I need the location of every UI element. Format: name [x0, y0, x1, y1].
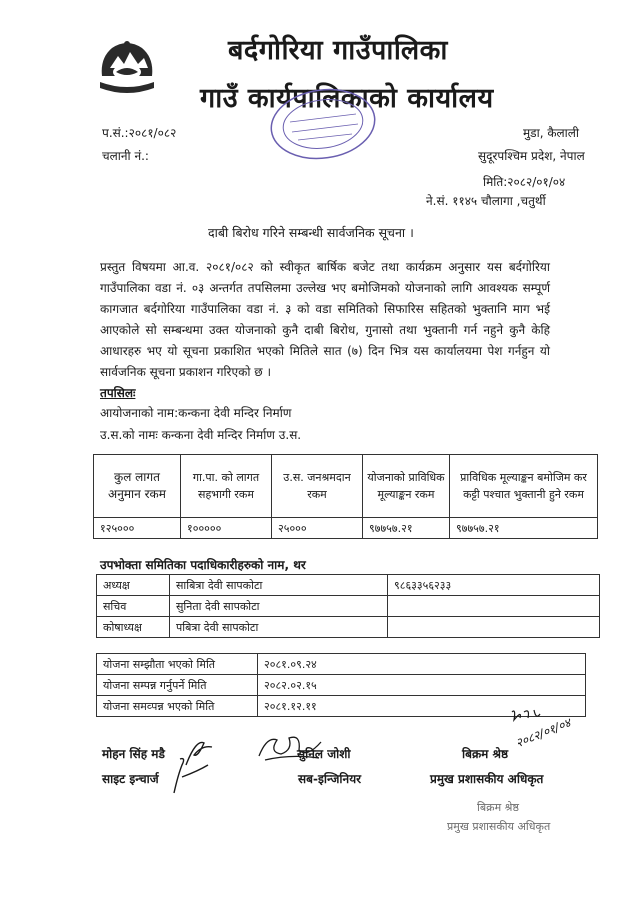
official-name: साबित्रा देवी सापकोटा	[170, 575, 388, 596]
cao-title: प्रमुख प्रशासकीय अधिकृत	[430, 772, 544, 786]
table-row	[97, 675, 586, 696]
officials-heading: उपभोक्ता समितिका पदाधिकारीहरुको नाम, थर	[100, 558, 306, 572]
cell-payable-after-tax: ९७७५७.२१	[450, 518, 598, 539]
official-role: अध्यक्ष	[97, 575, 170, 596]
dispatch-number: चलानी नं.:	[102, 149, 149, 163]
cell-technical-evaluation: ९७७५७.२१	[363, 518, 450, 539]
sub-engineer-name: सुनिल जोशी	[297, 747, 351, 761]
cost-table	[93, 454, 598, 539]
official-role: सचिव	[97, 596, 170, 617]
name-stamp	[447, 798, 550, 836]
official-role: कोषाध्यक्ष	[97, 617, 170, 638]
date-label: योजना सम्पन्न गर्नुपर्ने मिति	[97, 675, 258, 696]
table-row	[97, 575, 600, 596]
table-row	[97, 654, 586, 675]
official-phone	[388, 596, 600, 617]
notice-subject: दाबी बिरोध गरिने सम्बन्धी सार्वजनिक सूचना ।	[208, 225, 414, 240]
project-name: आयोजनाको नाम:कन्कना देवी मन्दिर निर्माण	[100, 406, 292, 420]
signature-mark-site-incharge	[168, 735, 218, 797]
date-label: योजना समव्पन्न भएको मिति	[97, 696, 258, 717]
cell-labour-contribution: २५०००	[272, 518, 363, 539]
details-heading: तपसिलः	[100, 386, 136, 400]
date-nepal-sambat: ने.सं. ११४५ चौलागा ,चतुर्थी	[426, 194, 546, 208]
officials-table	[96, 574, 600, 638]
stamp-title: प्रमुख प्रशासकीय अधिकृत	[447, 820, 551, 833]
date-value: २०८१.०९.२४	[258, 654, 586, 675]
official-name: सुनिता देवी सापकोटा	[170, 596, 388, 617]
cell-total-cost: १२५०००	[94, 518, 181, 539]
date-value: २०८१.१२.११	[258, 696, 586, 717]
table-row	[97, 617, 600, 638]
site-incharge-name: मोहन सिंह मडै	[102, 747, 165, 761]
header-labour-contribution: उ.स. जनश्रमदान रकम	[272, 455, 363, 518]
stamp-name: बिक्रम श्रेष्ठ	[477, 801, 519, 814]
committee-name: उ.स.को नामः कन्कना देवी मन्दिर निर्माण उ.स.	[100, 428, 302, 442]
office-stamp-seal	[268, 86, 378, 162]
table-row	[97, 596, 600, 617]
date-value: २०८२.०२.१५	[258, 675, 586, 696]
cost-table-header-row	[94, 455, 598, 518]
official-phone	[388, 617, 600, 638]
official-phone: ९८६३३५६२३३	[388, 575, 600, 596]
reference-number: प.सं.:२०८१/०८२	[102, 126, 177, 140]
official-name: पबित्रा देवी सापकोटा	[170, 617, 388, 638]
cao-name: बिक्रम श्रेष्ठ	[462, 747, 509, 761]
date-bs: मिति:२०८२/०१/०४	[483, 175, 566, 189]
nepal-emblem-icon	[96, 38, 158, 96]
cell-municipality-share: १०००००	[181, 518, 272, 539]
header-technical-evaluation: योजनाको प्राविधिक मूल्याङ्कन रकम	[363, 455, 450, 518]
office-title-line1: बर्दगोरिया गाउँपालिका	[228, 35, 448, 66]
handwritten-date: २०८२/०१/०४	[513, 715, 573, 751]
office-address-line2: सुदूरपश्चिम प्रदेश, नेपाल	[478, 149, 585, 163]
cost-table-row	[94, 518, 598, 539]
site-incharge-title: साइट इन्चार्ज	[102, 772, 159, 786]
header-payable-after-tax: प्राविधिक मूल्याङ्कन बमोजिम कर कट्टी पश्चात भुक्तानी हुने रकम	[450, 455, 598, 518]
office-address-line1: मुडा, कैलाली	[523, 126, 580, 140]
header-total-cost: कुल लागत अनुमान रकम	[94, 455, 181, 518]
office-title-line2: गाउँ कार्यपालिकाको कार्यालय	[200, 83, 494, 114]
notice-body: प्रस्तुत विषयमा आ.व. २०८१/०८२ को स्वीकृत बार्षिक बजेट तथा कार्यक्रम अनुसार यस बर्दगोरिया गाउँपालिका वडा नं. ०३ अन्तर्गत तपसिलमा उल्लेख भए बमोजिमको योजनाको लागि आवश्यक सम्पूर्ण कागजात बर्दगोरिया गाउँपालिका वडा नं. ३ को वडा समितिको सिफारिस सहितको भुक्तानि माग भई आएकोले सो सम्बन्धमा उक्त योजनाको कुनै दाबी बिरोध, गुनासो तथा भुक्तानी गर्न नहुने कुनै केहि आधारहरु भए यो सूचना प्रकाशित भएको मितिले सात (७) दिन भित्र यस कार्यालयमा पेश गर्नहुन यो सार्वजनिक सूचना प्रकाशन गरिएको छ ।	[100, 260, 550, 379]
sub-engineer-title: सब-इन्जिनियर	[298, 772, 362, 786]
date-label: योजना सम्झौता भएको मिति	[97, 654, 258, 675]
header-municipality-share: गा.पा. को लागत सहभागी रकम	[181, 455, 272, 518]
